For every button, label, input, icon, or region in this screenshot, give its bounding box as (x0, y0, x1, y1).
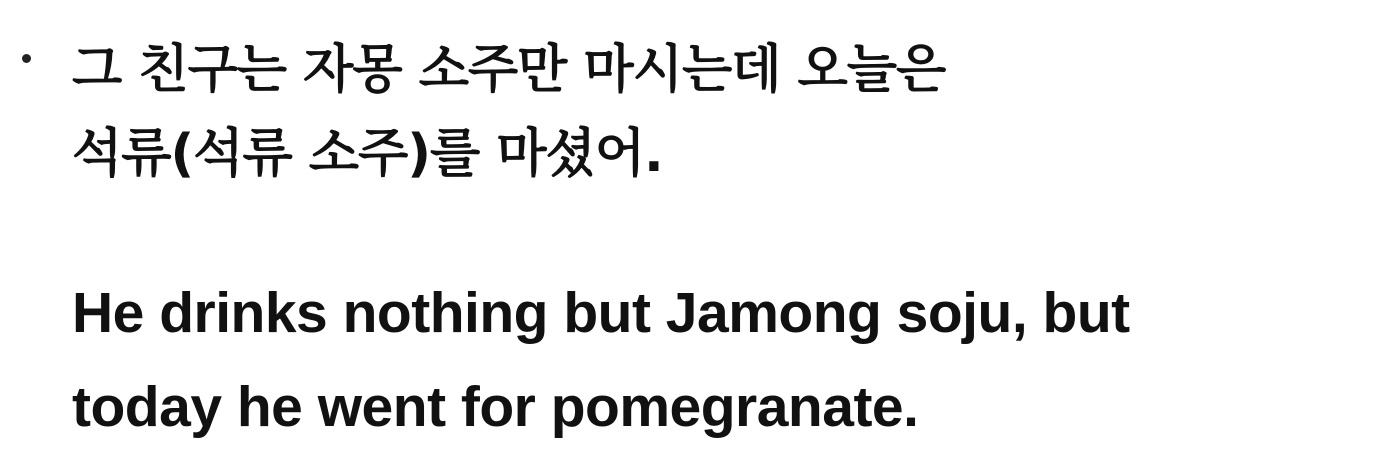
bullet-dot (22, 54, 31, 63)
english-translation: He drinks nothing but Jamong soju, but today he went for pomegranate. (72, 281, 1130, 439)
korean-sentence: 그 친구는 자몽 소주만 마시는데 오늘은 석류(석류 소주)를 마셨어. (72, 40, 946, 184)
